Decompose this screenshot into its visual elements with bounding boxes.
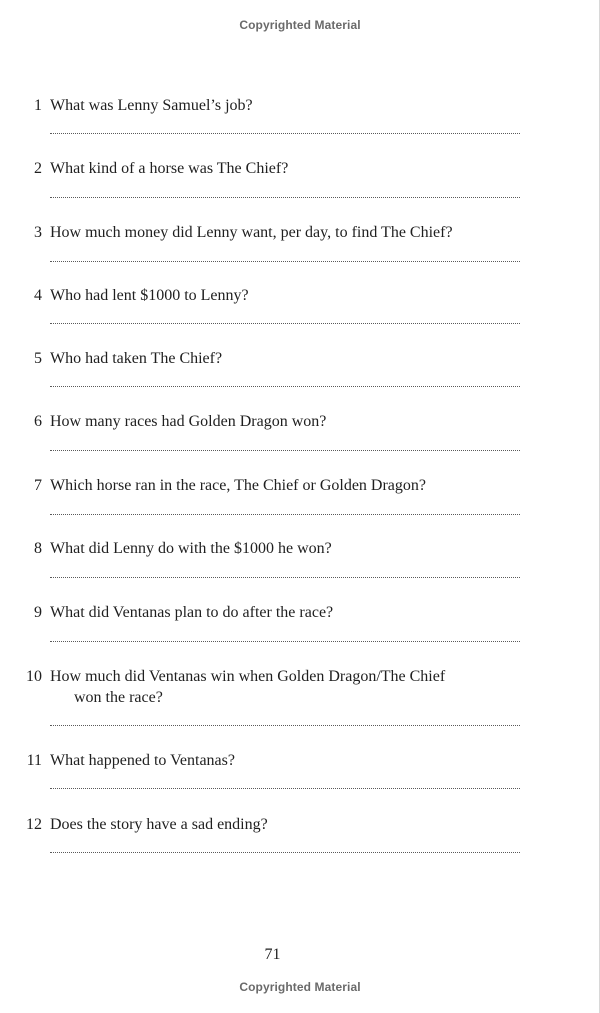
question-text: How much money did Lenny want, per day, to find The Chief? (50, 224, 453, 241)
question-number: 3 (34, 224, 42, 241)
question-number: 8 (34, 540, 42, 557)
question-number: 7 (34, 477, 42, 494)
answer-line-8[interactable] (50, 577, 520, 578)
question-number: 2 (34, 160, 42, 177)
answer-line-3[interactable] (50, 261, 520, 262)
answer-line-5[interactable] (50, 386, 520, 387)
answer-line-11[interactable] (50, 788, 520, 789)
question-text: Does the story have a sad ending? (50, 816, 268, 833)
question-number: 10 (26, 668, 42, 685)
answer-line-7[interactable] (50, 514, 520, 515)
question-text (50, 666, 520, 708)
question-text: What did Ventanas plan to do after the race? (50, 604, 334, 621)
answer-line-9[interactable] (50, 641, 520, 642)
question-text-line-2: won the race? (74, 689, 163, 706)
question-number: 12 (26, 816, 42, 833)
copyright-watermark-top: Copyrighted Material (239, 18, 361, 32)
question-text: Who had lent $1000 to Lenny? (50, 287, 249, 304)
question-number: 6 (34, 413, 42, 430)
question-number: 4 (34, 287, 42, 304)
answer-line-2[interactable] (50, 197, 520, 198)
question-text: How many races had Golden Dragon won? (50, 413, 327, 430)
answer-line-6[interactable] (50, 450, 520, 451)
answer-line-12[interactable] (50, 852, 520, 853)
question-text: What happened to Ventanas? (50, 752, 235, 769)
answer-line-4[interactable] (50, 323, 520, 324)
question-number: 11 (26, 752, 42, 769)
page-number: 71 (264, 946, 281, 963)
question-text: What was Lenny Samuel’s job? (50, 97, 253, 114)
question-number: 9 (34, 604, 42, 621)
copyright-watermark-bottom: Copyrighted Material (239, 980, 361, 994)
question-text: What kind of a horse was The Chief? (50, 160, 289, 177)
question-text: Who had taken The Chief? (50, 350, 223, 367)
question-number: 1 (34, 97, 42, 114)
question-text-line-1: How much did Ventanas win when Golden Dragon/The Chief (50, 668, 446, 685)
question-number: 5 (34, 350, 42, 367)
question-text: What did Lenny do with the $1000 he won? (50, 540, 332, 557)
answer-line-10[interactable] (50, 725, 520, 726)
question-text: Which horse ran in the race, The Chief or Golden Dragon? (50, 477, 427, 494)
answer-line-1[interactable] (50, 133, 520, 134)
